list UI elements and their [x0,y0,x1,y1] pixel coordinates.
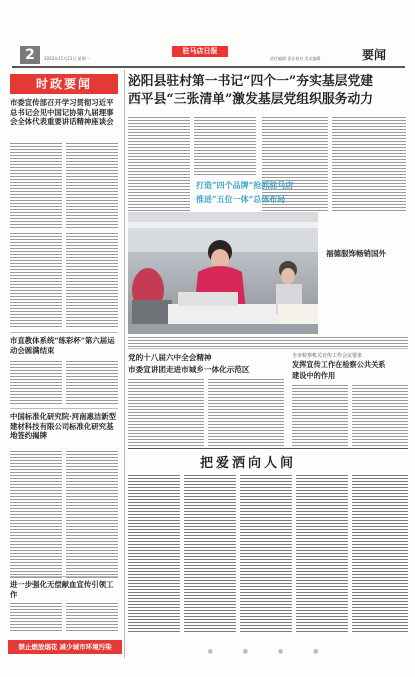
sidebar-column-header [10,74,118,94]
sidebar-body-4b [66,602,118,632]
slogan-line1: 打造“四个品牌”抢抓驻马店 [196,180,294,190]
mid-left-body-col1 [128,378,204,446]
sidebar-body-2a [10,360,62,405]
feature-body-col2 [184,474,236,634]
sidebar-body-1a [10,142,62,230]
photo-illustration [128,212,318,334]
feature-body-col3 [240,474,292,634]
footer-dots: ● ● ● ● [207,648,333,655]
sidebar-body-3a [10,450,62,580]
sidebar-column-title: 时政要闻 [35,77,92,91]
sidebar-divider-3 [10,576,118,577]
sidebar-headline-3: 中国标准化研究院·河南惠洁新型建材科技有限公司标准化研究基地签约揭牌 [10,412,117,440]
photo-caption-title: 福德服饰畅销国外 [326,249,386,258]
masthead-rule [12,66,405,68]
mid-right-kicker: 全市检察机关宣传工作会议要求 [292,353,363,359]
sidebar-body-1b [66,142,118,230]
sidebar-headline-2: 市直教体系统“练彩杯”第六届运动会圆满结束 [10,336,115,355]
sidebar-body-1c [10,232,62,328]
page-number-badge [20,46,40,64]
divider-photo [128,348,408,349]
sidebar-body-2b [66,360,118,405]
lead-photo [128,212,318,334]
paper-name: 驻马店日报 [182,47,218,55]
sidebar-body-3b [66,450,118,580]
mid-right-body-col1 [292,384,348,446]
paper-name-logo [172,46,228,57]
sidebar-headline-4: 进一步强化无偿献血宣传引领工作 [10,580,114,599]
mid-right-body-col2 [352,384,408,446]
masthead [12,46,405,66]
column-separator [124,70,125,658]
date-line: 2022年11月21日 星期一 [44,56,90,61]
mid-left-body-col2 [208,378,284,446]
lead-body-col2 [194,116,256,176]
sidebar [8,70,122,630]
slogan-line2: 推进“五位一体”总体布局 [196,194,286,204]
photo-caption-text [128,336,408,348]
sidebar-divider-2 [10,408,118,409]
mid-left-headline-line1: 党的十八届六中全会精神 [128,353,212,362]
sidebar-body-4a [10,602,62,632]
editor-line: 责任编辑 责任校对 美术编辑 [270,56,321,61]
feature-body-col5 [352,474,408,634]
mid-right-headline-line2: 建设中的作用 [292,371,336,380]
section-title: 要闻 [362,48,387,62]
banner-text: 禁止燃放烟花 减少城市环境污染 [18,643,112,651]
mid-left-headline-line2: 市委宣讲团走进市城乡一体化示范区 [128,365,250,374]
sidebar-headline-1: 市委宣传部召开学习贯彻习近平总书记会见中国记协第九届理事会全体代表重要讲话精神座谈会 [10,98,114,126]
lead-headline-line1: 泌阳县驻村第一书记“四个一”夯实基层党建 [128,74,374,89]
lead-body-col1 [128,116,190,212]
sidebar-divider-1 [10,332,118,333]
feature-title: 把爱洒向人间 [200,456,297,471]
divider-feature [128,448,408,449]
sidebar-bottom-banner [8,640,122,654]
lead-body-col4 [332,116,406,212]
page-number: 2 [25,47,35,63]
mid-right-headline-line1: 发挥宣传工作在检察公共关系 [292,360,386,369]
slogan-box [196,178,322,208]
lead-headline-line2: 西平县“三张清单”激发基层党组织服务动力 [128,92,374,107]
feature-body-col1 [128,474,180,634]
feature-body-col4 [296,474,348,634]
sidebar-body-1d [66,232,118,328]
